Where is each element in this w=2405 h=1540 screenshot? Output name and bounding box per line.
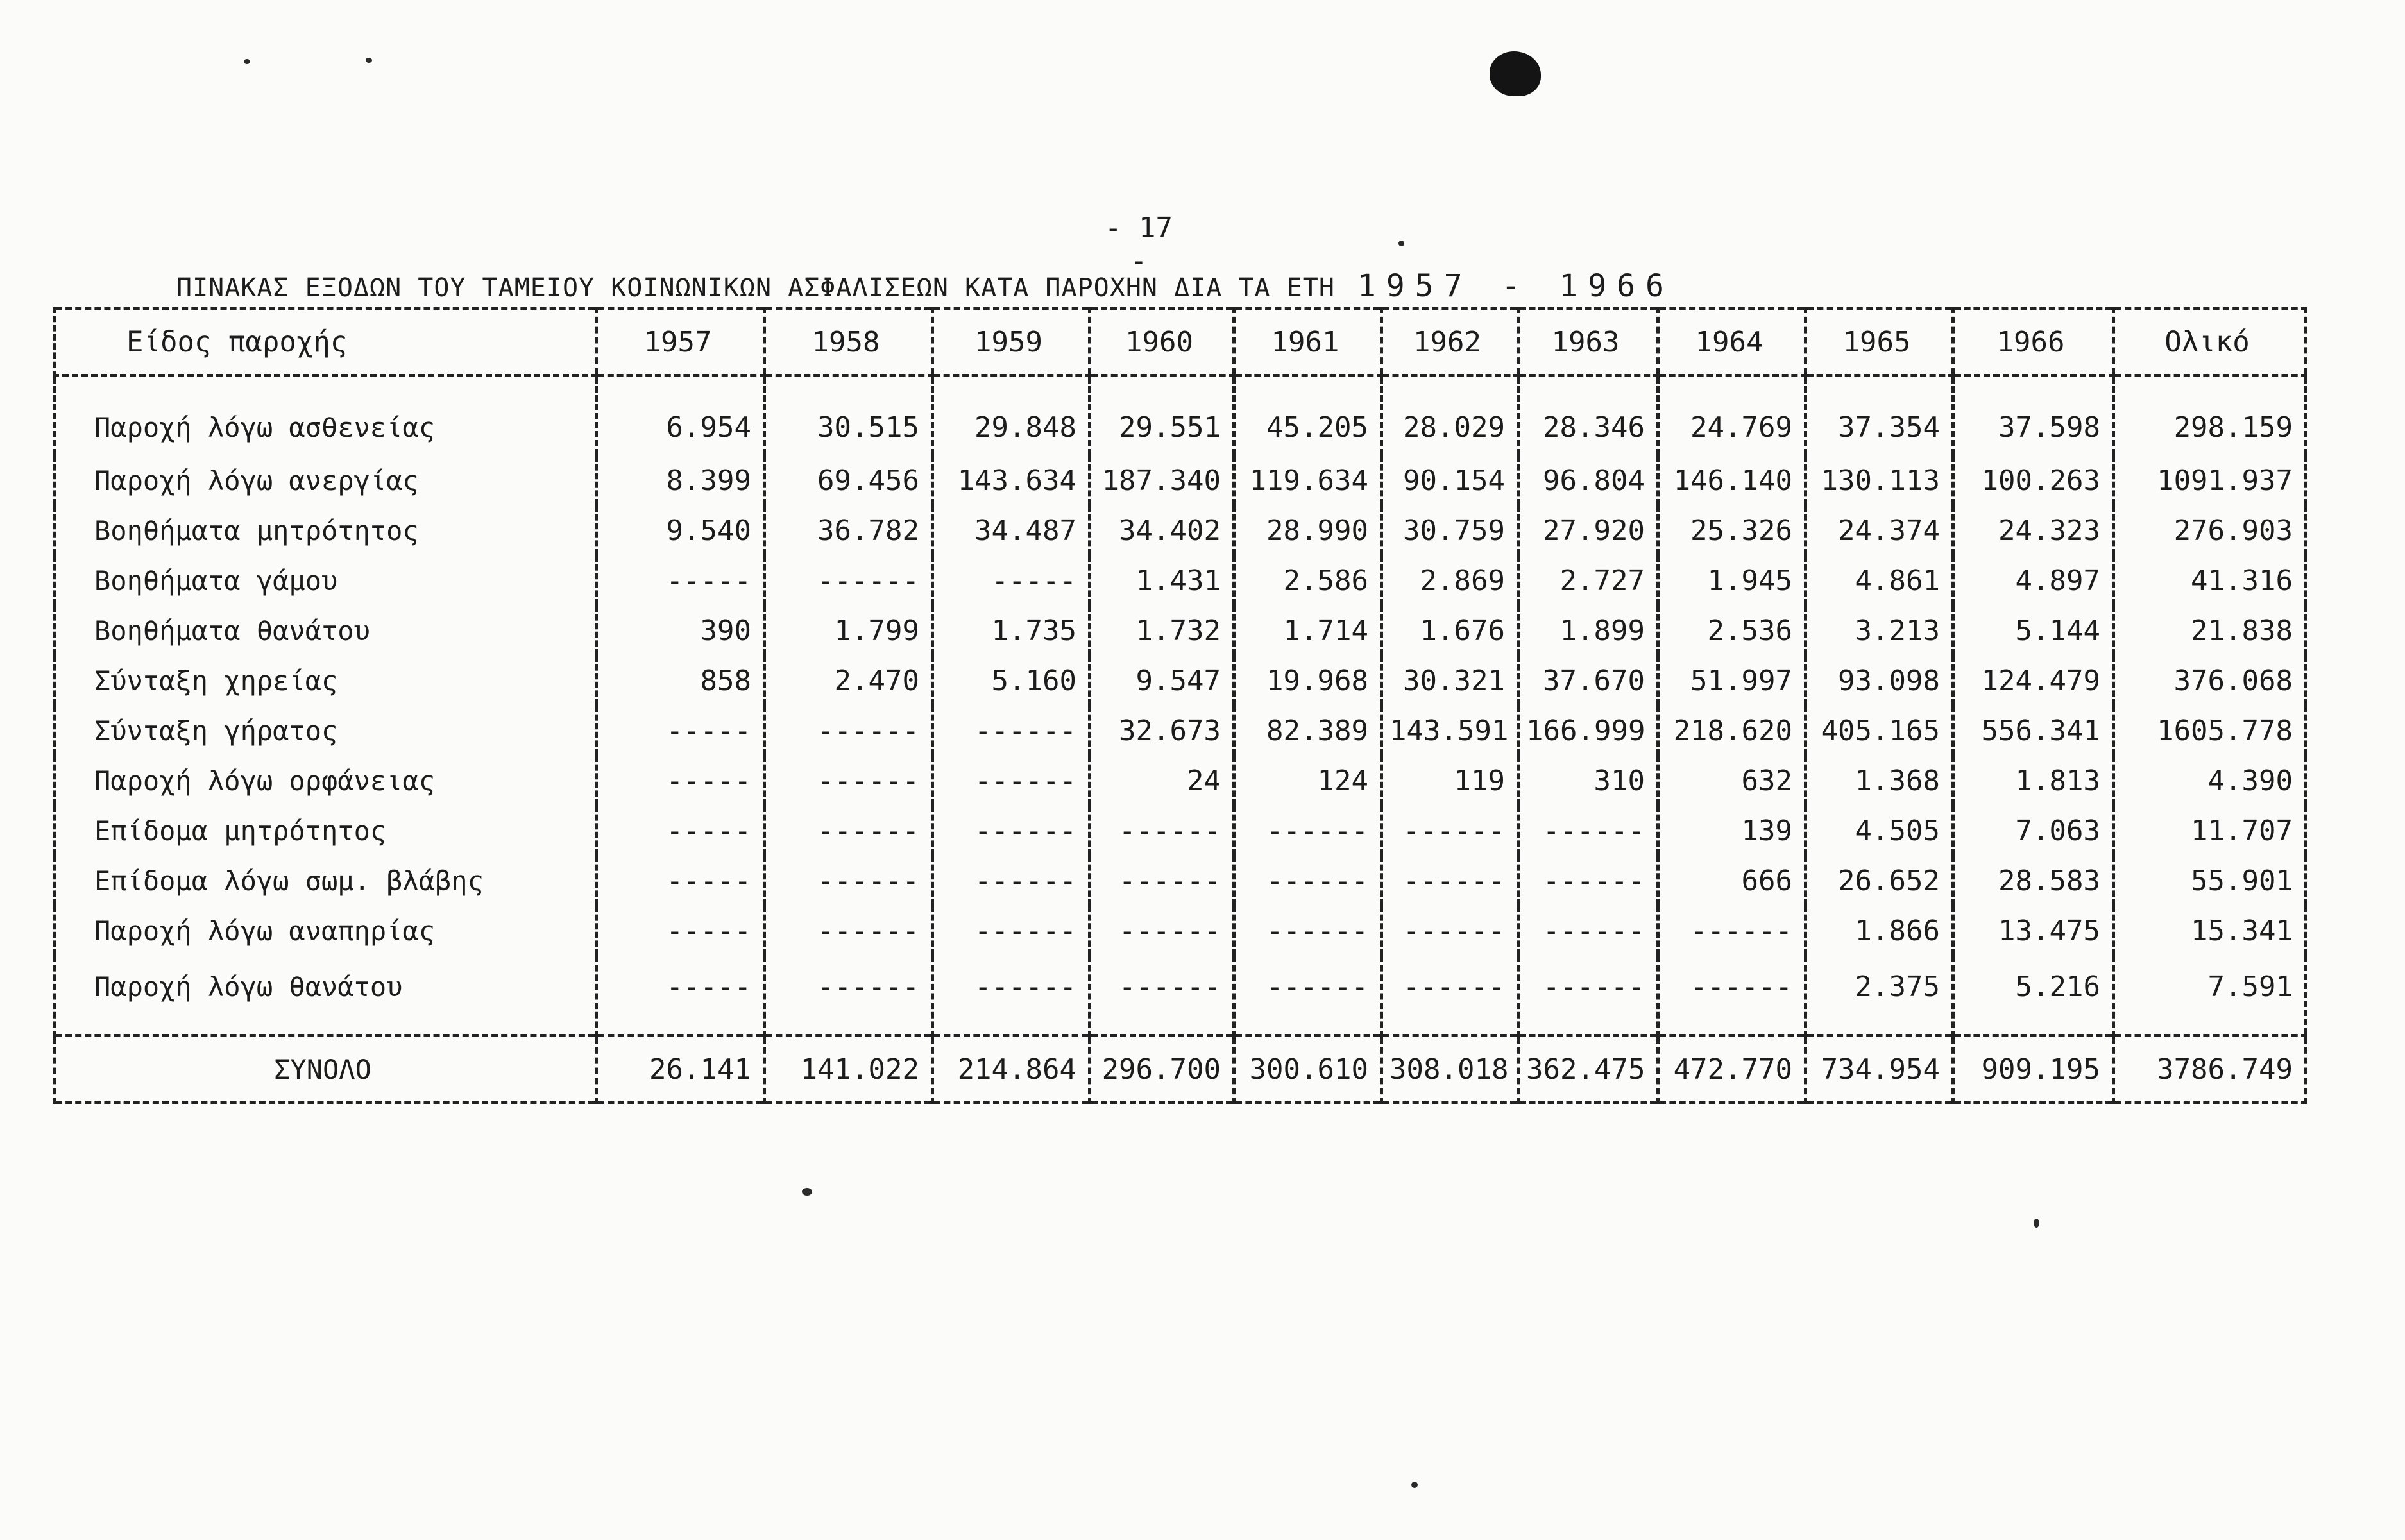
header-cell: Ολικό xyxy=(2114,309,2306,376)
data-cell: 1.368 xyxy=(1806,756,1953,806)
table-row xyxy=(55,505,2306,555)
header-cell: 1963 xyxy=(1518,309,1658,376)
data-cell: 187.340 xyxy=(1090,455,1234,505)
data-cell: 29.848 xyxy=(933,376,1090,456)
data-cell: ----- xyxy=(933,555,1090,605)
data-cell: 376.068 xyxy=(2114,656,2306,706)
data-cell: ------ xyxy=(1382,856,1518,906)
total-cell: 3786.749 xyxy=(2114,1036,2306,1103)
data-cell: 28.583 xyxy=(1953,856,2114,906)
data-cell: ------ xyxy=(933,956,1090,1036)
data-cell: 7.063 xyxy=(1953,806,2114,856)
header-cell: 1958 xyxy=(765,309,933,376)
data-cell: 4.390 xyxy=(2114,756,2306,806)
data-cell: 28.990 xyxy=(1234,505,1382,555)
header-cell: 1965 xyxy=(1806,309,1953,376)
data-cell: 9.540 xyxy=(597,505,765,555)
total-cell: 308.018 xyxy=(1382,1036,1518,1103)
data-cell: ----- xyxy=(597,856,765,906)
data-cell: 13.475 xyxy=(1953,906,2114,956)
data-cell: 34.487 xyxy=(933,505,1090,555)
total-cell: 362.475 xyxy=(1518,1036,1658,1103)
data-cell: 1605.778 xyxy=(2114,706,2306,756)
data-cell: 124.479 xyxy=(1953,656,2114,706)
data-cell: 218.620 xyxy=(1658,706,1806,756)
total-cell: 734.954 xyxy=(1806,1036,1953,1103)
data-cell: 5.160 xyxy=(933,656,1090,706)
data-cell: 41.316 xyxy=(2114,555,2306,605)
scan-speck xyxy=(1398,241,1404,246)
data-cell: 1.866 xyxy=(1806,906,1953,956)
data-cell: 26.652 xyxy=(1806,856,1953,906)
table-row xyxy=(55,806,2306,856)
data-cell: 1.899 xyxy=(1518,605,1658,656)
scan-speck xyxy=(802,1188,812,1196)
data-cell: ------ xyxy=(1090,806,1234,856)
data-cell: 2.727 xyxy=(1518,555,1658,605)
table-row xyxy=(55,706,2306,756)
total-row xyxy=(55,1036,2306,1103)
total-cell: 141.022 xyxy=(765,1036,933,1103)
table-row xyxy=(55,656,2306,706)
row-label: Βοηθήματα θανάτου xyxy=(55,605,597,656)
data-cell: ------ xyxy=(1382,806,1518,856)
row-label: Βοηθήματα γάμου xyxy=(55,555,597,605)
row-label: Παροχή λόγω ανεργίας xyxy=(55,455,597,505)
data-cell: ----- xyxy=(597,756,765,806)
table-row xyxy=(55,555,2306,605)
data-cell: 1.945 xyxy=(1658,555,1806,605)
data-cell: 37.354 xyxy=(1806,376,1953,456)
header-row xyxy=(55,309,2306,376)
data-cell: 1.714 xyxy=(1234,605,1382,656)
total-cell: 296.700 xyxy=(1090,1036,1234,1103)
data-cell: ------ xyxy=(1234,856,1382,906)
data-cell: 3.213 xyxy=(1806,605,1953,656)
data-cell: 119.634 xyxy=(1234,455,1382,505)
data-cell: ------ xyxy=(933,756,1090,806)
data-cell: ------ xyxy=(765,956,933,1036)
header-cell: 1959 xyxy=(933,309,1090,376)
data-cell: 143.634 xyxy=(933,455,1090,505)
data-cell: ------ xyxy=(1090,856,1234,906)
table-row xyxy=(55,856,2306,906)
data-cell: 1091.937 xyxy=(2114,455,2306,505)
data-cell: 130.113 xyxy=(1806,455,1953,505)
data-cell: 2.536 xyxy=(1658,605,1806,656)
data-cell: ------ xyxy=(1382,906,1518,956)
table-title xyxy=(176,268,1674,304)
table-title-years: 1957 - 1966 xyxy=(1357,268,1674,304)
row-label: Επίδομα λόγω σωμ. βλάβης xyxy=(55,856,597,906)
data-cell: 24.323 xyxy=(1953,505,2114,555)
data-cell: 5.144 xyxy=(1953,605,2114,656)
data-cell: 4.861 xyxy=(1806,555,1953,605)
data-cell: 139 xyxy=(1658,806,1806,856)
data-cell: 25.326 xyxy=(1658,505,1806,555)
data-cell: 90.154 xyxy=(1382,455,1518,505)
data-cell: ------ xyxy=(933,806,1090,856)
data-cell: 28.029 xyxy=(1382,376,1518,456)
row-label: Σύνταξη χηρείας xyxy=(55,656,597,706)
data-cell: ------ xyxy=(1090,906,1234,956)
data-cell: ------ xyxy=(1518,806,1658,856)
data-cell: ------ xyxy=(1234,906,1382,956)
data-cell: 1.732 xyxy=(1090,605,1234,656)
data-cell: 96.804 xyxy=(1518,455,1658,505)
total-cell: 909.195 xyxy=(1953,1036,2114,1103)
table-row xyxy=(55,376,2306,456)
data-cell: ------ xyxy=(1234,806,1382,856)
data-cell: ----- xyxy=(597,906,765,956)
data-cell: 632 xyxy=(1658,756,1806,806)
data-cell: ------ xyxy=(765,806,933,856)
data-cell: 30.515 xyxy=(765,376,933,456)
header-cell: 1960 xyxy=(1090,309,1234,376)
data-cell: 2.869 xyxy=(1382,555,1518,605)
data-cell: 82.389 xyxy=(1234,706,1382,756)
data-cell: ------ xyxy=(933,906,1090,956)
data-cell: 298.159 xyxy=(2114,376,2306,456)
data-cell: 119 xyxy=(1382,756,1518,806)
data-cell: 27.920 xyxy=(1518,505,1658,555)
data-cell: 143.591 xyxy=(1382,706,1518,756)
data-cell: 124 xyxy=(1234,756,1382,806)
scan-speck xyxy=(2034,1219,2039,1228)
data-cell: 1.735 xyxy=(933,605,1090,656)
data-cell: 15.341 xyxy=(2114,906,2306,956)
total-cell: 472.770 xyxy=(1658,1036,1806,1103)
data-cell: 19.968 xyxy=(1234,656,1382,706)
table-title-text: ΠΙΝΑΚΑΣ ΕΞΟΔΩΝ ΤΟΥ ΤΑΜΕΙΟΥ ΚΟΙΝΩΝΙΚΩΝ ΑΣΦΑΛΙΣΕΩΝ ΚΑΤΑ ΠΑΡΟΧΗΝ ΔΙΑ ΤΑ ΕΤΗ xyxy=(176,273,1335,303)
header-cell: Είδος παροχής xyxy=(55,309,597,376)
data-cell: ------ xyxy=(765,555,933,605)
data-cell: 37.670 xyxy=(1518,656,1658,706)
data-cell: 858 xyxy=(597,656,765,706)
page-number: - 17 - xyxy=(1105,212,1173,277)
data-cell: 69.456 xyxy=(765,455,933,505)
data-cell: ------ xyxy=(1090,956,1234,1036)
data-cell: 45.205 xyxy=(1234,376,1382,456)
data-cell: 6.954 xyxy=(597,376,765,456)
row-label: Παροχή λόγω ασθενείας xyxy=(55,376,597,456)
data-cell: 1.431 xyxy=(1090,555,1234,605)
data-cell: ------ xyxy=(1382,956,1518,1036)
data-cell: ------ xyxy=(1518,956,1658,1036)
table-row xyxy=(55,455,2306,505)
data-cell: ----- xyxy=(597,555,765,605)
data-cell: 1.813 xyxy=(1953,756,2114,806)
data-cell: 4.505 xyxy=(1806,806,1953,856)
data-cell: 30.321 xyxy=(1382,656,1518,706)
data-cell: 34.402 xyxy=(1090,505,1234,555)
data-cell: 28.346 xyxy=(1518,376,1658,456)
data-cell: ------ xyxy=(765,906,933,956)
data-cell: ----- xyxy=(597,956,765,1036)
header-cell: 1962 xyxy=(1382,309,1518,376)
total-cell: 214.864 xyxy=(933,1036,1090,1103)
data-cell: 5.216 xyxy=(1953,956,2114,1036)
data-cell: 310 xyxy=(1518,756,1658,806)
data-cell: 21.838 xyxy=(2114,605,2306,656)
data-cell: 1.799 xyxy=(765,605,933,656)
row-label: Παροχή λόγω θανάτου xyxy=(55,956,597,1036)
data-cell: 29.551 xyxy=(1090,376,1234,456)
data-cell: 24.374 xyxy=(1806,505,1953,555)
data-cell: ----- xyxy=(597,706,765,756)
ink-blot xyxy=(1490,51,1541,96)
expenditure-table xyxy=(53,307,2307,1104)
scan-speck xyxy=(366,58,372,63)
data-cell: 100.263 xyxy=(1953,455,2114,505)
data-cell: 8.399 xyxy=(597,455,765,505)
data-cell: 1.676 xyxy=(1382,605,1518,656)
total-cell: 26.141 xyxy=(597,1036,765,1103)
table-row xyxy=(55,956,2306,1036)
header-cell: 1964 xyxy=(1658,309,1806,376)
row-label: Επίδομα μητρότητος xyxy=(55,806,597,856)
total-label: ΣΥΝΟΛΟ xyxy=(55,1036,597,1103)
data-cell: 166.999 xyxy=(1518,706,1658,756)
data-cell: 666 xyxy=(1658,856,1806,906)
data-cell: 37.598 xyxy=(1953,376,2114,456)
data-cell: ------ xyxy=(765,856,933,906)
data-cell: ------ xyxy=(765,756,933,806)
data-cell: 2.470 xyxy=(765,656,933,706)
header-cell: 1966 xyxy=(1953,309,2114,376)
data-cell: 24.769 xyxy=(1658,376,1806,456)
data-cell: 24 xyxy=(1090,756,1234,806)
data-cell: 51.997 xyxy=(1658,656,1806,706)
data-cell: ------ xyxy=(765,706,933,756)
data-cell: ------ xyxy=(1518,856,1658,906)
data-cell: 7.591 xyxy=(2114,956,2306,1036)
data-cell: ------ xyxy=(1234,956,1382,1036)
table-row xyxy=(55,906,2306,956)
row-label: Βοηθήματα μητρότητος xyxy=(55,505,597,555)
scan-speck xyxy=(244,59,250,64)
table-row xyxy=(55,605,2306,656)
total-cell: 300.610 xyxy=(1234,1036,1382,1103)
row-label: Παροχή λόγω αναπηρίας xyxy=(55,906,597,956)
header-cell: 1957 xyxy=(597,309,765,376)
data-cell: 55.901 xyxy=(2114,856,2306,906)
data-cell: 2.586 xyxy=(1234,555,1382,605)
data-cell: 93.098 xyxy=(1806,656,1953,706)
data-cell: 276.903 xyxy=(2114,505,2306,555)
data-cell: 146.140 xyxy=(1658,455,1806,505)
data-cell: 32.673 xyxy=(1090,706,1234,756)
data-cell: 390 xyxy=(597,605,765,656)
data-cell: ----- xyxy=(597,806,765,856)
data-cell: 36.782 xyxy=(765,505,933,555)
data-cell: 30.759 xyxy=(1382,505,1518,555)
row-label: Παροχή λόγω ορφάνειας xyxy=(55,756,597,806)
data-cell: ------ xyxy=(1658,906,1806,956)
data-cell: 11.707 xyxy=(2114,806,2306,856)
data-cell: ------ xyxy=(1658,956,1806,1036)
data-cell: 2.375 xyxy=(1806,956,1953,1036)
data-cell: 556.341 xyxy=(1953,706,2114,756)
data-cell: ------ xyxy=(933,706,1090,756)
data-cell: 4.897 xyxy=(1953,555,2114,605)
table-row xyxy=(55,756,2306,806)
scan-speck xyxy=(1411,1482,1418,1488)
data-cell: ------ xyxy=(933,856,1090,906)
data-cell: 9.547 xyxy=(1090,656,1234,706)
row-label: Σύνταξη γήρατος xyxy=(55,706,597,756)
data-cell: ------ xyxy=(1518,906,1658,956)
header-cell: 1961 xyxy=(1234,309,1382,376)
data-cell: 405.165 xyxy=(1806,706,1953,756)
